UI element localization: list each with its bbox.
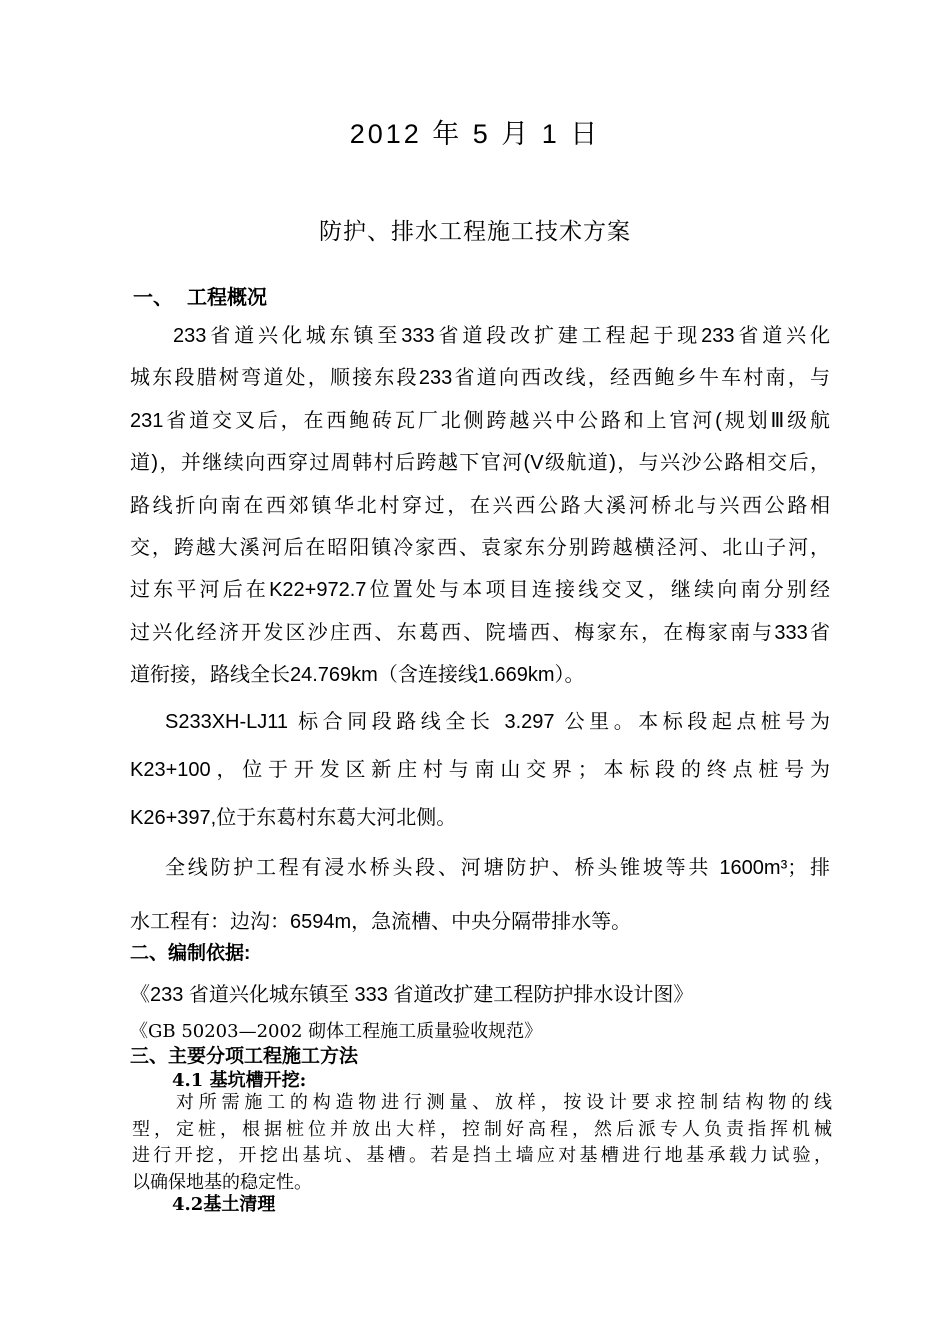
section-heading-methods: 三、主要分项工程施工方法 — [130, 1046, 359, 1067]
text-line: 型，定桩，根据桩位并放出大样，控制好高程，然后派专人负责指挥机械 — [132, 1118, 832, 1140]
text-line: 233省道兴化城东镇至333省道段改扩建工程起于现233省道兴化 — [173, 325, 830, 347]
reference-design-drawings: 《233 省道兴化城东镇至 333 省道改扩建工程防护排水设计图》 — [130, 984, 694, 1006]
scope-paragraph — [130, 841, 830, 949]
document-title: 防护、排水工程施工技术方案 — [319, 218, 631, 244]
text-line: 道)，并继续向西穿过周韩村后跨越下官河(V级航道)，与兴沙公路相交后， — [130, 452, 830, 475]
text-line: 以确保地基的稳定性。 — [132, 1171, 312, 1193]
contract-section-paragraph — [130, 698, 830, 842]
text-line: 进行开挖，开挖出基坑、基槽。若是挡土墙应对基槽进行地基承载力试验， — [132, 1145, 832, 1166]
text-line: K23+100，位于开发区新庄村与南山交界；本标段的终点桩号为 — [130, 759, 830, 781]
text-line: 全线防护工程有浸水桥头段、河塘防护、桥头锥坡等共 1600m³；排 — [165, 857, 830, 879]
text-line: 231省道交叉后，在西鲍砖瓦厂北侧跨越兴中公路和上官河(规划Ⅲ级航 — [130, 409, 830, 432]
reference-standard: 《GB 50203—2002 砌体工程施工质量验收规范》 — [130, 1021, 543, 1042]
text-line: 道衔接，路线全长24.769km（含连接线1.669km）。 — [130, 664, 585, 687]
section-number: 一、 — [133, 287, 173, 309]
subsection-heading-foundation-cleanup: 4.2基土清理 — [172, 1194, 276, 1215]
section-heading-basis: 二、编制依据: — [130, 943, 251, 964]
text-line: 路线折向南在西郊镇华北村穿过，在兴西公路大溪河桥北与兴西公路相 — [130, 494, 830, 517]
text-line: 交，跨越大溪河后在昭阳镇冷家西、袁家东分别跨越横泾河、北山子河， — [130, 537, 830, 560]
subsection-heading-excavation: 4.1 基坑槽开挖: — [172, 1070, 307, 1091]
overview-paragraph — [130, 315, 830, 697]
text-line: 过东平河后在K22+972.7位置处与本项目连接线交叉，继续向南分别经 — [130, 579, 830, 602]
section-heading-overview — [133, 281, 267, 310]
text-line: 水工程有：边沟：6594m，急流槽、中央分隔带排水等。 — [130, 911, 632, 933]
text-line: 城东段腊树弯道处，顺接东段233省道向西改线，经西鲍乡牛车村南，与 — [130, 367, 830, 390]
text-line: 对所需施工的构造物进行测量、放样，按设计要求控制结构物的线 — [176, 1092, 832, 1113]
document-date: 2012 年 5 月 1 日 — [349, 119, 601, 149]
excavation-paragraph — [132, 1090, 832, 1196]
section-label: 工程概况 — [187, 287, 267, 309]
text-line: 过兴化经济开发区沙庄西、东葛西、院墙西、梅家东，在梅家南与333省 — [130, 621, 830, 644]
text-line: S233XH-LJ11 标合同段路线全长 3.297 公里。本标段起点桩号为 — [165, 711, 830, 733]
text-line: K26+397,位于东葛村东葛大河北侧。 — [130, 807, 457, 829]
